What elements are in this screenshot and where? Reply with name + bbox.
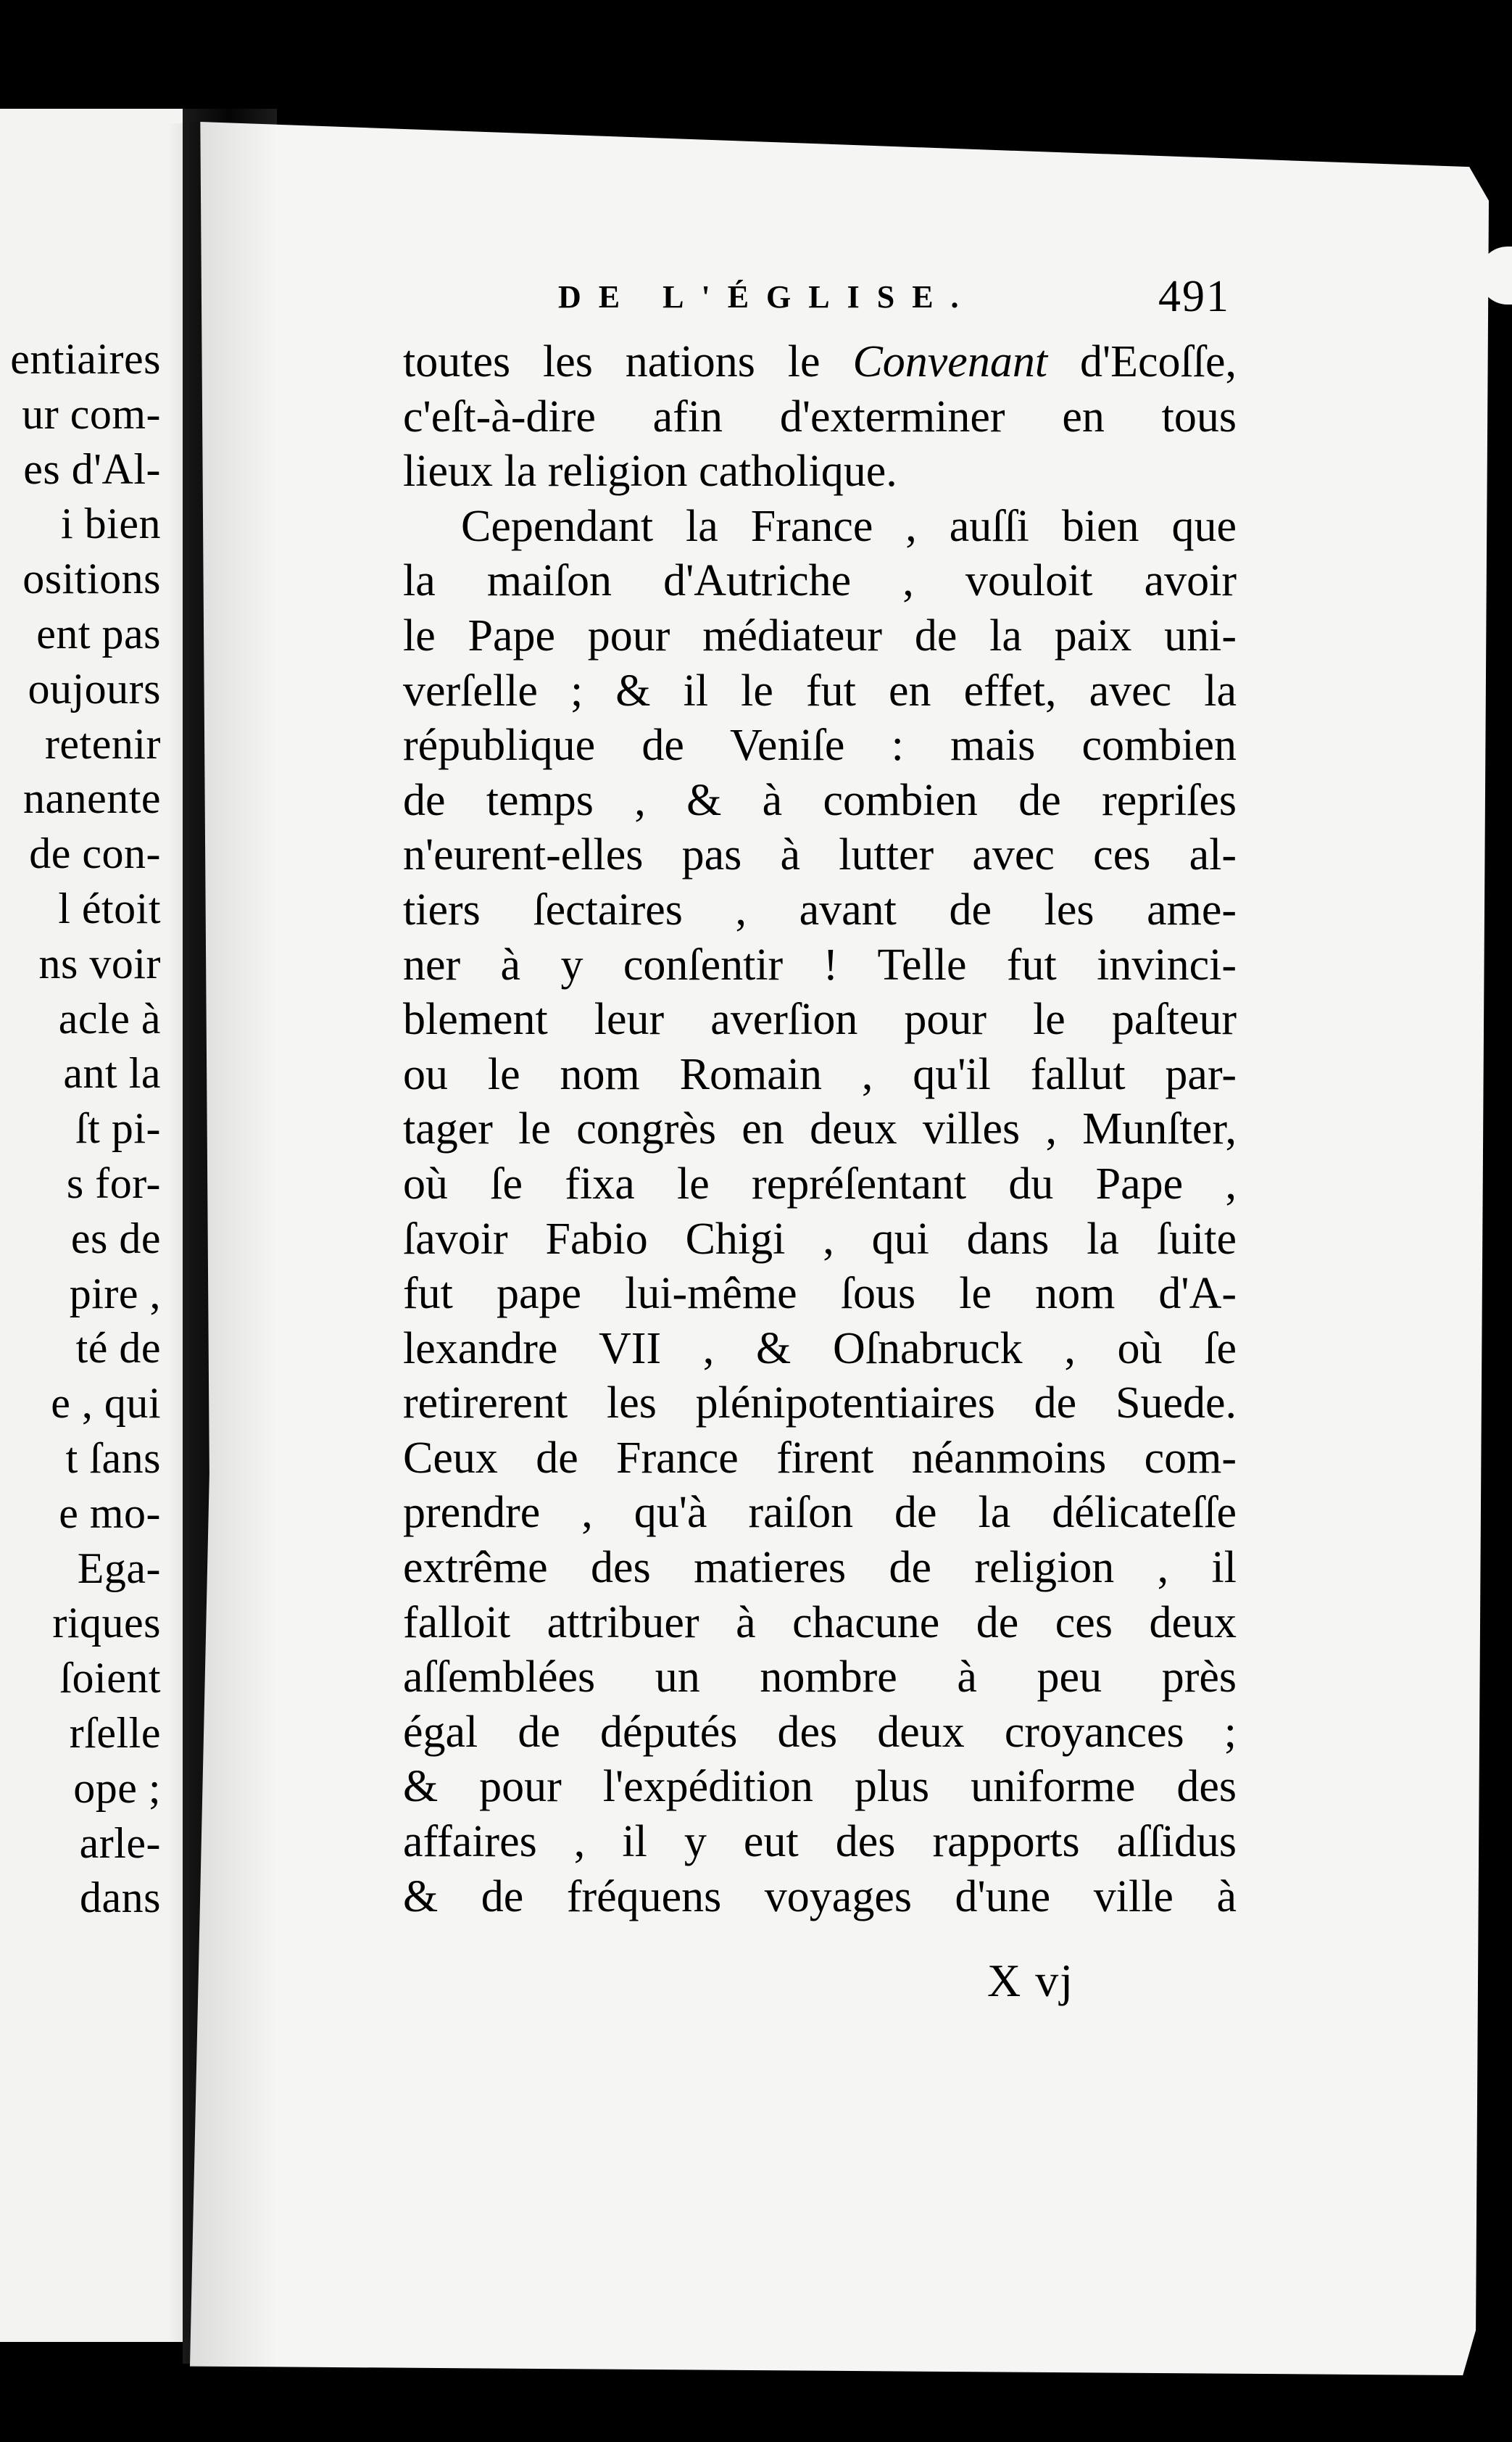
body-line: & pour l'expédition plus uniforme des [403,1762,1237,1812]
body-line: ou le nom Romain , qu'il fallut par- [403,1049,1237,1099]
previous-page-line: retenir [44,719,161,768]
previous-page-line: acle à [58,994,161,1043]
body-line: fut pape lui-même ſous le nom d'A- [403,1269,1237,1319]
body-line: lexandre VII , & Oſnabruck , où ſe [403,1323,1237,1373]
body-line: aſſemblées un nombre à peu près [403,1652,1237,1702]
body-line: Ceux de France firent néanmoins com- [403,1433,1237,1483]
body-line: c'eſt-à-dire afin d'exterminer en tous [403,392,1237,442]
previous-page-line: ope ; [73,1763,161,1812]
previous-page-line: riques [52,1599,161,1647]
body-line: affaires , il y eut des rapports aſſidus [403,1817,1237,1867]
body-line: tager le congrès en deux villes , Munſter, [403,1104,1237,1154]
body-line: extrême des matieres de religion , il [403,1543,1237,1593]
running-head [558,274,1239,325]
signature-mark: X vj [987,1955,1074,2006]
body-line: égal de députés des deux croyances ; [403,1707,1237,1757]
previous-page-line: ant la [63,1049,161,1098]
body-line [403,335,1237,390]
previous-page-line: arle- [79,1818,161,1867]
previous-page-line: es de [70,1214,161,1262]
body-line-text: d'Ecoſſe, [1047,337,1237,386]
previous-page-line: t ſans [65,1433,161,1482]
page-gutter-shadow [190,122,277,2369]
previous-page-line: oujours [28,664,161,713]
previous-page-line: rſelle [69,1708,161,1757]
previous-page-line: i bien [61,500,161,548]
previous-page-line: e , qui [51,1379,161,1428]
body-line-text: toutes les nations le [403,337,853,386]
previous-page-line: té de [75,1324,161,1373]
previous-page-line: l étoit [58,884,161,932]
body-line: lieux la religion catholique. [403,447,897,497]
previous-page-line: ns voir [38,939,161,988]
body-line: Cependant la France , auſſi bien que [461,501,1237,551]
previous-page-line: e mo- [59,1489,161,1537]
body-line: falloit attribuer à chacune de ces deux [403,1597,1237,1647]
running-head-title: DE L'ÉGLISE. [558,279,976,315]
previous-page-line: Ega- [77,1544,161,1592]
body-line: où ſe fixa le repréſentant du Pape , [403,1159,1237,1209]
body-line: de temps , & à combien de repriſes [403,775,1237,825]
body-line: république de Veniſe : mais combien [403,721,1237,771]
body-line: & de fréquens voyages d'une ville à [403,1871,1237,1921]
previous-page-line: ſoient [59,1654,161,1702]
body-line: verſelle ; & il le fut en effet, avec la [403,666,1237,716]
previous-page-line: es d'Al- [23,444,161,493]
previous-page-line: nanente [22,774,161,823]
previous-page-line: dans [80,1874,161,1922]
body-text [403,335,1237,1924]
body-line: n'eurent-elles pas à lutter avec ces al- [403,830,1237,880]
body-line: ſavoir Fabio Chigi , qui dans la ſuite [403,1214,1237,1264]
previous-page-line: ſt pi- [75,1104,161,1153]
page-number: 491 [1158,272,1230,321]
previous-page-line-fragments [0,332,161,1926]
previous-page-line: pire , [69,1269,161,1317]
previous-page-line: ositions [22,555,161,603]
body-line-italic: Convenant [852,337,1048,386]
previous-page-line: s for- [66,1159,161,1207]
body-line: ner à y conſentir ! Telle fut invinci- [403,940,1237,990]
previous-page-line: entiaires [10,335,161,383]
previous-page-line: ur com- [22,389,161,438]
body-line: blement leur averſion pour le paſteur [403,995,1237,1045]
body-line: retirerent les plénipotentiaires de Suede. [403,1378,1237,1428]
body-line: le Pape pour médiateur de la paix uni- [403,610,1237,661]
body-line: la maiſon d'Autriche , vouloit avoir [403,556,1237,606]
body-line: tiers ſectaires , avant de les ame- [403,885,1237,935]
previous-page-line: de con- [29,829,161,878]
body-line: prendre , qu'à raiſon de la délicateſſe [403,1488,1237,1538]
previous-page-line: ent pas [36,609,161,658]
